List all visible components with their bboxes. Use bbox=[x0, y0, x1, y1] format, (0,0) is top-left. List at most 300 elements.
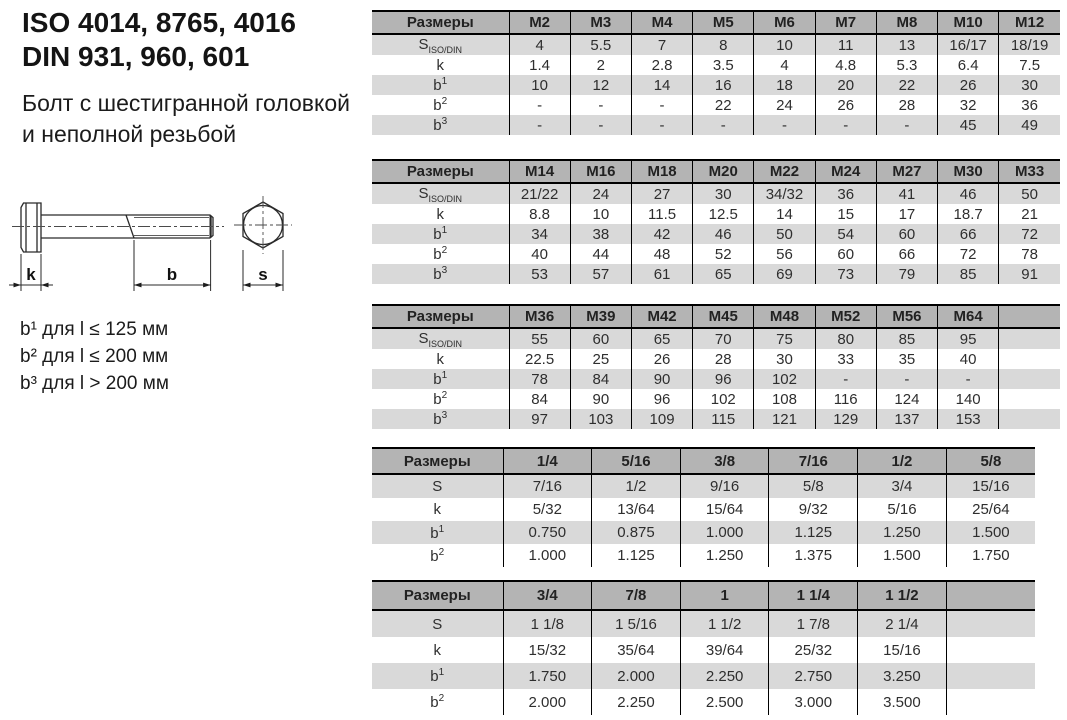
value-cell: 10 bbox=[509, 75, 570, 95]
size-column-header: M5 bbox=[693, 11, 754, 34]
value-cell: 3.000 bbox=[769, 689, 858, 715]
dimension-row bbox=[372, 409, 1060, 429]
value-cell: 21 bbox=[999, 204, 1060, 224]
value-cell: 8.8 bbox=[509, 204, 570, 224]
value-cell: 18.7 bbox=[938, 204, 999, 224]
value-cell: 4 bbox=[754, 55, 815, 75]
value-cell: 16 bbox=[693, 75, 754, 95]
value-cell: 13/64 bbox=[592, 498, 681, 521]
size-column-header: M3 bbox=[570, 11, 631, 34]
value-cell: 15/16 bbox=[946, 474, 1035, 498]
row-label: $S_{ISO/DIN}$ bbox=[418, 184, 463, 204]
din-standards-title: DIN 931, 960, 601 bbox=[22, 41, 250, 72]
row-label: k bbox=[436, 205, 444, 223]
value-cell: 153 bbox=[938, 409, 999, 429]
hex-head-side-view bbox=[21, 203, 41, 252]
value-cell: 75 bbox=[754, 328, 815, 349]
value-cell: 116 bbox=[815, 389, 876, 409]
subtitle-line-1: Болт с шестигранной головкой bbox=[22, 90, 350, 116]
value-cell: 1.750 bbox=[946, 544, 1035, 567]
value-cell: 129 bbox=[815, 409, 876, 429]
value-cell: 1.125 bbox=[769, 521, 858, 544]
dimensions-table-inch-threequarter-to-oneandhalf bbox=[372, 580, 1035, 715]
value-cell: 1.000 bbox=[503, 544, 592, 567]
value-cell: 102 bbox=[693, 389, 754, 409]
b-arrow-left bbox=[134, 283, 142, 288]
value-cell: 36 bbox=[999, 95, 1060, 115]
value-cell: 25 bbox=[570, 349, 631, 369]
value-cell: - bbox=[876, 369, 937, 389]
value-cell: 97 bbox=[509, 409, 570, 429]
dimension-row bbox=[372, 95, 1060, 115]
value-cell: 50 bbox=[754, 224, 815, 244]
value-cell: 9/16 bbox=[680, 474, 769, 498]
value-cell: 66 bbox=[938, 224, 999, 244]
size-column-header: M64 bbox=[938, 305, 999, 328]
value-cell: 40 bbox=[509, 244, 570, 264]
value-cell: - bbox=[570, 115, 631, 135]
value-cell: 5/8 bbox=[769, 474, 858, 498]
value-cell: 108 bbox=[754, 389, 815, 409]
value-cell: 90 bbox=[631, 369, 692, 389]
size-column-header: M42 bbox=[631, 305, 692, 328]
value-cell: 38 bbox=[570, 224, 631, 244]
row-label: $S_{ISO/DIN}$ bbox=[418, 329, 463, 349]
s-arrow-left bbox=[243, 283, 251, 288]
value-cell: 30 bbox=[693, 183, 754, 204]
value-cell: - bbox=[815, 369, 876, 389]
value-cell: 25/32 bbox=[769, 637, 858, 663]
value-cell: - bbox=[631, 115, 692, 135]
size-column-header: M8 bbox=[876, 11, 937, 34]
value-cell: 26 bbox=[938, 75, 999, 95]
value-cell: 61 bbox=[631, 264, 692, 284]
size-column-header: M22 bbox=[754, 160, 815, 183]
value-cell: 2.250 bbox=[592, 689, 681, 715]
dimension-row bbox=[372, 349, 1060, 369]
value-cell bbox=[946, 689, 1035, 715]
value-cell: 115 bbox=[693, 409, 754, 429]
value-cell: 0.875 bbox=[592, 521, 681, 544]
value-cell bbox=[999, 349, 1060, 369]
table-metric-m14-m33 bbox=[372, 159, 1060, 284]
value-cell: 78 bbox=[999, 244, 1060, 264]
value-cell: 102 bbox=[754, 369, 815, 389]
value-cell: 85 bbox=[876, 328, 937, 349]
value-cell: 53 bbox=[509, 264, 570, 284]
size-column-header: M36 bbox=[509, 305, 570, 328]
value-cell: 124 bbox=[876, 389, 937, 409]
k-arrow-left bbox=[14, 283, 22, 288]
value-cell: 10 bbox=[570, 204, 631, 224]
size-column-header: M20 bbox=[693, 160, 754, 183]
value-cell: 72 bbox=[938, 244, 999, 264]
value-cell bbox=[999, 328, 1060, 349]
value-cell: 96 bbox=[693, 369, 754, 389]
empty-column-header bbox=[999, 305, 1060, 328]
dimension-row bbox=[372, 55, 1060, 75]
value-cell: 2 1/4 bbox=[858, 610, 947, 637]
row-label: $b^2$ bbox=[430, 546, 445, 565]
value-cell: 0.750 bbox=[503, 521, 592, 544]
size-column-header: M48 bbox=[754, 305, 815, 328]
value-cell: 2.500 bbox=[680, 689, 769, 715]
value-cell: 15/16 bbox=[858, 637, 947, 663]
value-cell: 56 bbox=[754, 244, 815, 264]
row-label: $b^1$ bbox=[433, 370, 448, 388]
table-corner-label: Размеры bbox=[372, 11, 509, 34]
size-column-header: M6 bbox=[754, 11, 815, 34]
size-column-header: M4 bbox=[631, 11, 692, 34]
value-cell: 14 bbox=[631, 75, 692, 95]
size-column-header: M12 bbox=[999, 11, 1060, 34]
dimension-row bbox=[372, 264, 1060, 284]
table-corner-label: Размеры bbox=[372, 305, 509, 328]
b-arrow-right bbox=[203, 283, 211, 288]
value-cell: 1/2 bbox=[592, 474, 681, 498]
size-column-header: 5/8 bbox=[946, 448, 1035, 474]
value-cell: 1 1/2 bbox=[680, 610, 769, 637]
row-label: $b^2$ bbox=[430, 693, 445, 711]
row-label: k bbox=[433, 501, 441, 518]
dimension-row bbox=[372, 389, 1060, 409]
dimension-row bbox=[372, 369, 1060, 389]
bolt-technical-drawing bbox=[6, 190, 306, 300]
value-cell: 22 bbox=[876, 75, 937, 95]
size-column-header: 7/16 bbox=[769, 448, 858, 474]
value-cell: 27 bbox=[631, 183, 692, 204]
value-cell: - bbox=[938, 369, 999, 389]
value-cell: 1.000 bbox=[680, 521, 769, 544]
value-cell: 57 bbox=[570, 264, 631, 284]
row-label: $b^1$ bbox=[433, 225, 448, 243]
value-cell: 5.3 bbox=[876, 55, 937, 75]
empty-column-header bbox=[946, 581, 1035, 610]
value-cell: 46 bbox=[938, 183, 999, 204]
row-label: $b^3$ bbox=[433, 265, 448, 283]
value-cell: 7/16 bbox=[503, 474, 592, 498]
value-cell: 25/64 bbox=[946, 498, 1035, 521]
value-cell: 121 bbox=[754, 409, 815, 429]
size-column-header: M10 bbox=[938, 11, 999, 34]
value-cell: 45 bbox=[938, 115, 999, 135]
dimension-row bbox=[372, 75, 1060, 95]
value-cell: 1.500 bbox=[858, 544, 947, 567]
dimensions-table-metric-m2-m12 bbox=[372, 10, 1060, 135]
value-cell: 42 bbox=[631, 224, 692, 244]
size-column-header: 5/16 bbox=[592, 448, 681, 474]
value-cell: 20 bbox=[815, 75, 876, 95]
dimension-row bbox=[372, 34, 1060, 55]
size-column-header: M56 bbox=[876, 305, 937, 328]
value-cell: 137 bbox=[876, 409, 937, 429]
value-cell: 72 bbox=[999, 224, 1060, 244]
value-cell: 140 bbox=[938, 389, 999, 409]
value-cell: 2.250 bbox=[680, 663, 769, 689]
value-cell: 26 bbox=[631, 349, 692, 369]
size-column-header: M27 bbox=[876, 160, 937, 183]
value-cell: 26 bbox=[815, 95, 876, 115]
value-cell: 90 bbox=[570, 389, 631, 409]
dimension-row bbox=[372, 474, 1035, 498]
value-cell: 15 bbox=[815, 204, 876, 224]
value-cell: 50 bbox=[999, 183, 1060, 204]
row-label: $b^1$ bbox=[433, 76, 448, 94]
value-cell: 1.250 bbox=[858, 521, 947, 544]
value-cell: 96 bbox=[631, 389, 692, 409]
value-cell: - bbox=[815, 115, 876, 135]
value-cell: - bbox=[876, 115, 937, 135]
value-cell: 109 bbox=[631, 409, 692, 429]
value-cell: 40 bbox=[938, 349, 999, 369]
value-cell: 22 bbox=[693, 95, 754, 115]
value-cell: 4.8 bbox=[815, 55, 876, 75]
value-cell: 73 bbox=[815, 264, 876, 284]
value-cell: 65 bbox=[631, 328, 692, 349]
value-cell: 12 bbox=[570, 75, 631, 95]
value-cell: 5.5 bbox=[570, 34, 631, 55]
value-cell: 2.8 bbox=[631, 55, 692, 75]
dimension-row bbox=[372, 637, 1035, 663]
dimensions-table-inch-quarter-to-fiveeighths bbox=[372, 447, 1035, 567]
table-header-row bbox=[372, 448, 1035, 474]
value-cell: 1.750 bbox=[503, 663, 592, 689]
row-label: k bbox=[436, 56, 444, 74]
value-cell: 3/4 bbox=[858, 474, 947, 498]
value-cell: 35 bbox=[876, 349, 937, 369]
value-cell: 7 bbox=[631, 34, 692, 55]
value-cell: 30 bbox=[754, 349, 815, 369]
size-column-header: M45 bbox=[693, 305, 754, 328]
table-header-row bbox=[372, 305, 1060, 328]
standards-header bbox=[22, 6, 296, 74]
row-label: $b^3$ bbox=[433, 410, 448, 428]
value-cell: 35/64 bbox=[592, 637, 681, 663]
k-arrow-right bbox=[41, 283, 49, 288]
row-label: S bbox=[432, 615, 443, 633]
row-label: S bbox=[432, 478, 443, 495]
row-label: $b^2$ bbox=[433, 245, 448, 263]
value-cell: 22.5 bbox=[509, 349, 570, 369]
iso-standards-title: ISO 4014, 8765, 4016 bbox=[22, 7, 296, 38]
value-cell: 1.250 bbox=[680, 544, 769, 567]
value-cell: 39/64 bbox=[680, 637, 769, 663]
value-cell bbox=[999, 409, 1060, 429]
value-cell: 18 bbox=[754, 75, 815, 95]
value-cell: 69 bbox=[754, 264, 815, 284]
size-column-header: M33 bbox=[999, 160, 1060, 183]
value-cell: - bbox=[693, 115, 754, 135]
value-cell: 46 bbox=[693, 224, 754, 244]
value-cell: 4 bbox=[509, 34, 570, 55]
size-column-header: M39 bbox=[570, 305, 631, 328]
value-cell: 1 7/8 bbox=[769, 610, 858, 637]
value-cell: - bbox=[754, 115, 815, 135]
size-column-header: 1 1/4 bbox=[769, 581, 858, 610]
value-cell: 13 bbox=[876, 34, 937, 55]
value-cell: 52 bbox=[693, 244, 754, 264]
value-cell: 24 bbox=[570, 183, 631, 204]
table-corner-label: Размеры bbox=[372, 448, 503, 474]
value-cell: 2.750 bbox=[769, 663, 858, 689]
value-cell: 2.000 bbox=[503, 689, 592, 715]
value-cell: 48 bbox=[631, 244, 692, 264]
value-cell: 49 bbox=[999, 115, 1060, 135]
footnote-b2: b² для l ≤ 200 мм bbox=[20, 346, 169, 367]
value-cell: 66 bbox=[876, 244, 937, 264]
value-cell: 15/64 bbox=[680, 498, 769, 521]
size-column-header: M14 bbox=[509, 160, 570, 183]
value-cell: 3.250 bbox=[858, 663, 947, 689]
value-cell: 3.5 bbox=[693, 55, 754, 75]
dimension-row bbox=[372, 244, 1060, 264]
dim-label-k: k bbox=[26, 265, 36, 284]
size-column-header: 7/8 bbox=[592, 581, 681, 610]
value-cell: 28 bbox=[693, 349, 754, 369]
value-cell: 65 bbox=[693, 264, 754, 284]
value-cell: 1.375 bbox=[769, 544, 858, 567]
value-cell: 79 bbox=[876, 264, 937, 284]
row-label: $b^3$ bbox=[433, 116, 448, 134]
value-cell: 91 bbox=[999, 264, 1060, 284]
value-cell: 44 bbox=[570, 244, 631, 264]
value-cell: 18/19 bbox=[999, 34, 1060, 55]
dimension-row bbox=[372, 224, 1060, 244]
value-cell: 10 bbox=[754, 34, 815, 55]
value-cell: 30 bbox=[999, 75, 1060, 95]
dim-label-b: b bbox=[166, 265, 178, 284]
value-cell bbox=[999, 389, 1060, 409]
table-metric-m2-m12 bbox=[372, 10, 1060, 135]
dim-label-s: s bbox=[258, 265, 268, 284]
size-column-header: M18 bbox=[631, 160, 692, 183]
size-column-header: M7 bbox=[815, 11, 876, 34]
value-cell: 41 bbox=[876, 183, 937, 204]
dimension-row bbox=[372, 544, 1035, 567]
value-cell: 3.500 bbox=[858, 689, 947, 715]
dimension-row bbox=[372, 328, 1060, 349]
value-cell: 12.5 bbox=[693, 204, 754, 224]
size-column-header: M2 bbox=[509, 11, 570, 34]
value-cell: 34/32 bbox=[754, 183, 815, 204]
value-cell: 1.500 bbox=[946, 521, 1035, 544]
table-header-row bbox=[372, 11, 1060, 34]
size-column-header: 3/8 bbox=[680, 448, 769, 474]
footnote-b3: b³ для l > 200 мм bbox=[20, 373, 169, 394]
product-subtitle bbox=[22, 88, 350, 150]
table-corner-label: Размеры bbox=[372, 581, 503, 610]
dimension-row bbox=[372, 498, 1035, 521]
value-cell: 2.000 bbox=[592, 663, 681, 689]
row-label: $b^2$ bbox=[433, 96, 448, 114]
footnote-b1: b¹ для l ≤ 125 мм bbox=[20, 319, 169, 340]
value-cell: 34 bbox=[509, 224, 570, 244]
value-cell: 14 bbox=[754, 204, 815, 224]
value-cell: - bbox=[631, 95, 692, 115]
value-cell: 1 5/16 bbox=[592, 610, 681, 637]
value-cell bbox=[946, 637, 1035, 663]
value-cell bbox=[946, 663, 1035, 689]
value-cell: 54 bbox=[815, 224, 876, 244]
value-cell: 11.5 bbox=[631, 204, 692, 224]
value-cell: 36 bbox=[815, 183, 876, 204]
value-cell: 7.5 bbox=[999, 55, 1060, 75]
value-cell: 103 bbox=[570, 409, 631, 429]
value-cell: 17 bbox=[876, 204, 937, 224]
value-cell: 32 bbox=[938, 95, 999, 115]
size-column-header: M52 bbox=[815, 305, 876, 328]
row-label: k bbox=[436, 350, 444, 368]
value-cell: 24 bbox=[754, 95, 815, 115]
value-cell: 9/32 bbox=[769, 498, 858, 521]
table-header-row bbox=[372, 160, 1060, 183]
dimensions-table-metric-m36-m64 bbox=[372, 304, 1060, 429]
row-label: $b^2$ bbox=[433, 390, 448, 408]
value-cell: 84 bbox=[570, 369, 631, 389]
row-label: $b^1$ bbox=[430, 667, 445, 685]
dimension-row bbox=[372, 204, 1060, 224]
value-cell: 85 bbox=[938, 264, 999, 284]
value-cell bbox=[946, 610, 1035, 637]
table-header-row bbox=[372, 581, 1035, 610]
value-cell: 11 bbox=[815, 34, 876, 55]
s-arrow-right bbox=[276, 283, 284, 288]
value-cell: 55 bbox=[509, 328, 570, 349]
row-label: $b^1$ bbox=[430, 523, 445, 542]
table-metric-m36-m64 bbox=[372, 304, 1060, 429]
table-corner-label: Размеры bbox=[372, 160, 509, 183]
row-label: $S_{ISO/DIN}$ bbox=[418, 35, 463, 55]
dimension-row bbox=[372, 610, 1035, 637]
size-column-header: 1 1/2 bbox=[858, 581, 947, 610]
dimension-row bbox=[372, 521, 1035, 544]
value-cell: 78 bbox=[509, 369, 570, 389]
value-cell: - bbox=[570, 95, 631, 115]
dimension-row bbox=[372, 115, 1060, 135]
value-cell: 16/17 bbox=[938, 34, 999, 55]
value-cell: 8 bbox=[693, 34, 754, 55]
size-column-header: M24 bbox=[815, 160, 876, 183]
dimension-row bbox=[372, 183, 1060, 204]
footnotes bbox=[20, 316, 169, 397]
dimension-row bbox=[372, 663, 1035, 689]
table-inch-large bbox=[372, 580, 1035, 715]
value-cell: 80 bbox=[815, 328, 876, 349]
value-cell: 84 bbox=[509, 389, 570, 409]
value-cell: 70 bbox=[693, 328, 754, 349]
value-cell: 2 bbox=[570, 55, 631, 75]
value-cell: 60 bbox=[815, 244, 876, 264]
size-column-header: 3/4 bbox=[503, 581, 592, 610]
value-cell: 1 1/8 bbox=[503, 610, 592, 637]
size-column-header: 1/2 bbox=[858, 448, 947, 474]
value-cell: 60 bbox=[876, 224, 937, 244]
row-label: k bbox=[433, 641, 441, 659]
size-column-header: 1 bbox=[680, 581, 769, 610]
table-inch-small bbox=[372, 447, 1035, 567]
value-cell: 6.4 bbox=[938, 55, 999, 75]
value-cell: - bbox=[509, 95, 570, 115]
size-column-header: M16 bbox=[570, 160, 631, 183]
subtitle-line-2: и неполной резьбой bbox=[22, 121, 237, 147]
value-cell: 5/32 bbox=[503, 498, 592, 521]
value-cell: 5/16 bbox=[858, 498, 947, 521]
dimension-row bbox=[372, 689, 1035, 715]
value-cell: 1.4 bbox=[509, 55, 570, 75]
size-column-header: M30 bbox=[938, 160, 999, 183]
value-cell: - bbox=[509, 115, 570, 135]
value-cell: 21/22 bbox=[509, 183, 570, 204]
